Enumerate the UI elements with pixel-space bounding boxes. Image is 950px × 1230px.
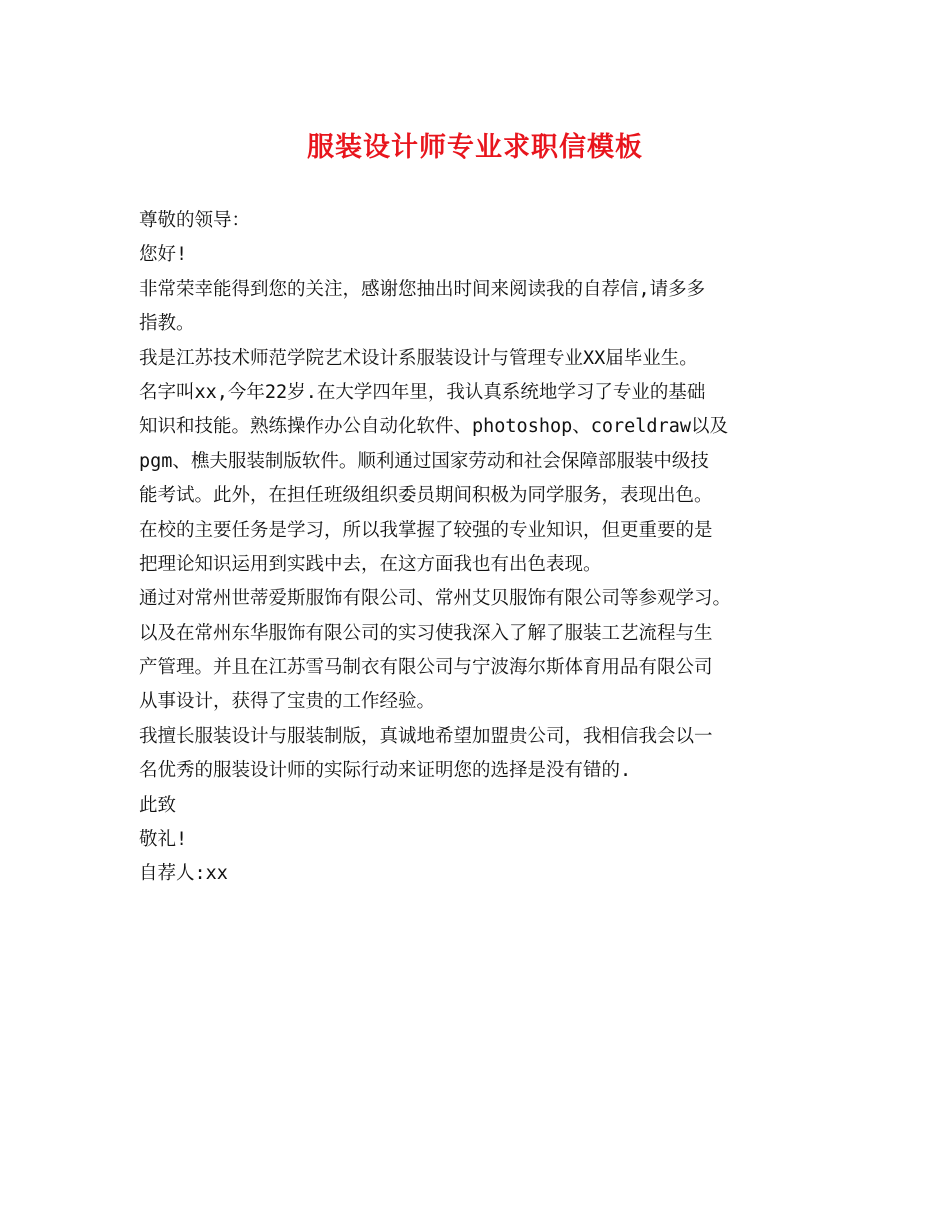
salutation-line: 您好! bbox=[139, 244, 188, 266]
closing-line: 此致 bbox=[139, 794, 177, 816]
body-line: 我擅长服装设计与服装制版，真诚地希望加盟贵公司，我相信我会以一 bbox=[139, 725, 713, 747]
signature-line: 自荐人:xx bbox=[139, 863, 228, 885]
body-line: 能考试。此外，在担任班级组织委员期间积极为同学服务，表现出色。 bbox=[139, 485, 713, 507]
body-line: 名字叫xx,今年22岁.在大学四年里，我认真系统地学习了专业的基础 bbox=[139, 381, 706, 403]
closing-line: 敬礼! bbox=[139, 829, 188, 851]
body-line: 指教。 bbox=[139, 313, 195, 335]
body-line: 我是江苏技术师范学院艺术设计系服装设计与管理专业XX届毕业生。 bbox=[139, 347, 698, 369]
body-line: 从事设计，获得了宝贵的工作经验。 bbox=[139, 691, 436, 713]
body-line: pgm、樵夫服装制版软件。顺利通过国家劳动和社会保障部服装中级技 bbox=[139, 450, 709, 472]
body-line: 非常荣幸能得到您的关注，感谢您抽出时间来阅读我的自荐信,请多多 bbox=[139, 278, 706, 300]
document-title: 服装设计师专业求职信模板 bbox=[307, 132, 643, 163]
letter-body bbox=[139, 204, 839, 892]
body-line: 以及在常州东华服饰有限公司的实习使我深入了解了服装工艺流程与生 bbox=[139, 622, 713, 644]
body-line: 通过对常州世蒂爱斯服饰有限公司、常州艾贝服饰有限公司等参观学习。 bbox=[139, 588, 732, 610]
body-line: 把理论知识运用到实践中去，在这方面我也有出色表现。 bbox=[139, 553, 602, 575]
body-line: 名优秀的服装设计师的实际行动来证明您的选择是没有错的. bbox=[139, 760, 632, 782]
body-line: 在校的主要任务是学习，所以我掌握了较强的专业知识，但更重要的是 bbox=[139, 519, 713, 541]
body-line: 产管理。并且在江苏雪马制衣有限公司与宁波海尔斯体育用品有限公司 bbox=[139, 657, 713, 679]
greeting-line: 尊敬的领导： bbox=[139, 210, 251, 231]
body-line: 知识和技能。熟练操作办公自动化软件、photoshop、coreldraw以及 bbox=[139, 416, 728, 438]
